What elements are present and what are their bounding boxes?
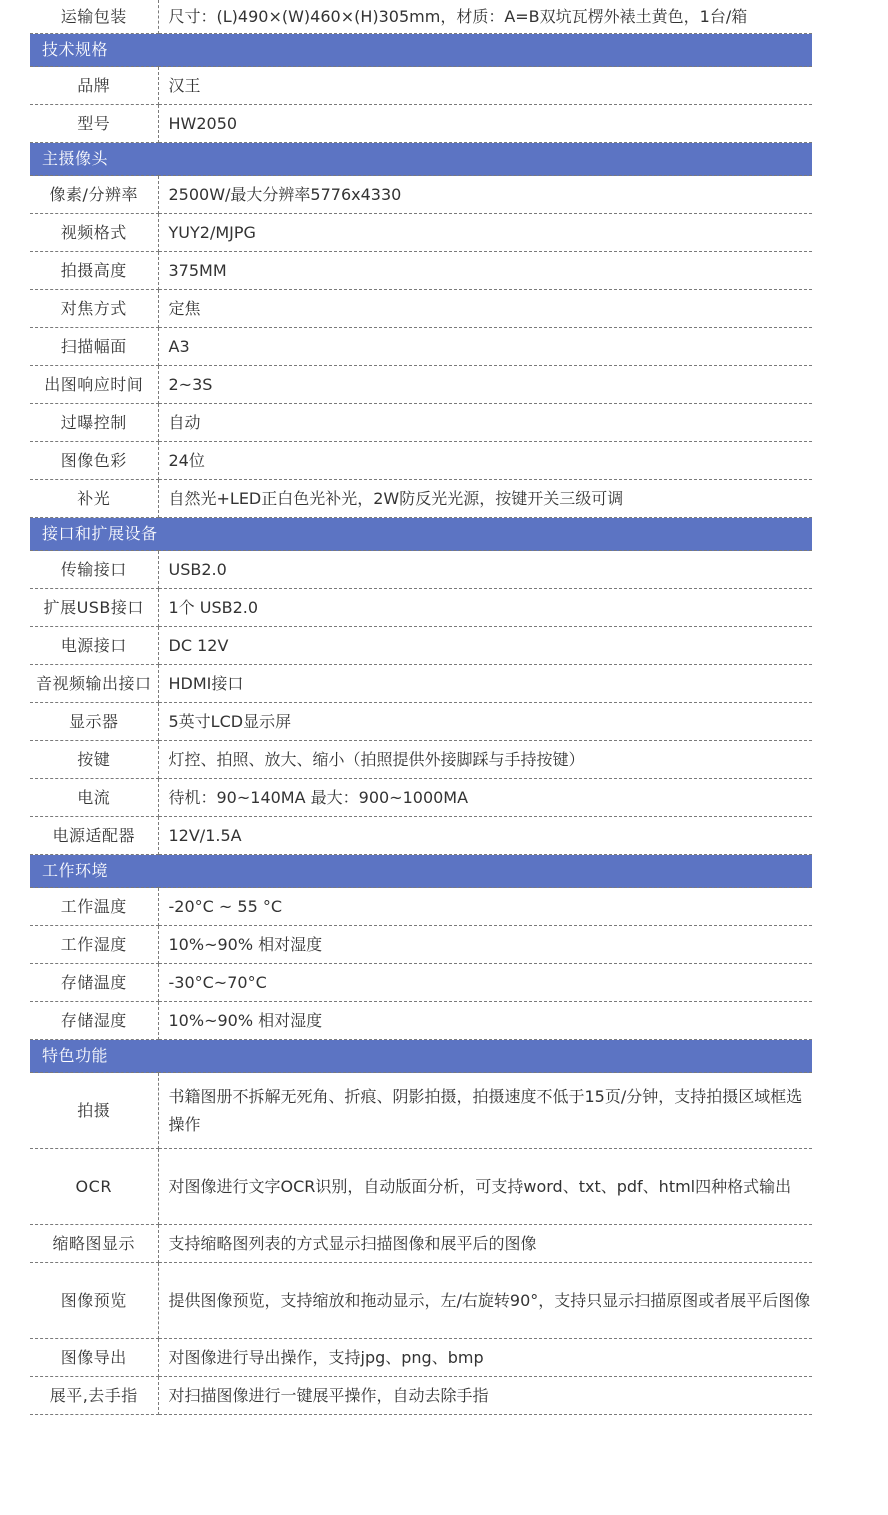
spec-row bbox=[30, 214, 812, 252]
spec-value: 自然光+LED正白色光补光，2W防反光光源，按键开关三级可调 bbox=[158, 480, 812, 518]
section-header bbox=[30, 855, 812, 888]
spec-label: 音视频输出接口 bbox=[30, 665, 158, 703]
spec-label: 电流 bbox=[30, 779, 158, 817]
spec-row bbox=[30, 589, 812, 627]
spec-label: 工作温度 bbox=[30, 888, 158, 926]
section-title: 接口和扩展设备 bbox=[30, 518, 812, 551]
spec-value: 对扫描图像进行一键展平操作，自动去除手指 bbox=[158, 1377, 812, 1415]
spec-label: 过曝控制 bbox=[30, 404, 158, 442]
spec-value: -20°C ~ 55 °C bbox=[158, 888, 812, 926]
spec-value: HW2050 bbox=[158, 105, 812, 143]
section-title: 工作环境 bbox=[30, 855, 812, 888]
spec-label: 视频格式 bbox=[30, 214, 158, 252]
spec-value: 尺寸：(L)490×(W)460×(H)305mm，材质：A=B双坑瓦楞外裱土黄色，1台/箱 bbox=[158, 0, 812, 34]
spec-label: 传输接口 bbox=[30, 551, 158, 589]
section-title: 主摄像头 bbox=[30, 143, 812, 176]
spec-value: 375MM bbox=[158, 252, 812, 290]
spec-label: 显示器 bbox=[30, 703, 158, 741]
spec-row bbox=[30, 366, 812, 404]
spec-row bbox=[30, 1225, 812, 1263]
spec-label: 补光 bbox=[30, 480, 158, 518]
spec-value: 12V/1.5A bbox=[158, 817, 812, 855]
spec-row bbox=[30, 926, 812, 964]
spec-row bbox=[30, 665, 812, 703]
spec-label: 扫描幅面 bbox=[30, 328, 158, 366]
spec-value: 定焦 bbox=[158, 290, 812, 328]
spec-row bbox=[30, 703, 812, 741]
spec-value: 提供图像预览，支持缩放和拖动显示，左/右旋转90°，支持只显示扫描原图或者展平后图像 bbox=[158, 1263, 812, 1339]
spec-row bbox=[30, 1073, 812, 1149]
spec-row bbox=[30, 1339, 812, 1377]
spec-value: 自动 bbox=[158, 404, 812, 442]
spec-row bbox=[30, 627, 812, 665]
spec-label: 按键 bbox=[30, 741, 158, 779]
spec-table bbox=[30, 0, 812, 1415]
spec-row bbox=[30, 328, 812, 366]
spec-value: -30°C~70°C bbox=[158, 964, 812, 1002]
spec-value: YUY2/MJPG bbox=[158, 214, 812, 252]
spec-row bbox=[30, 0, 812, 34]
spec-value: 对图像进行导出操作，支持jpg、png、bmp bbox=[158, 1339, 812, 1377]
spec-table-body bbox=[30, 0, 812, 1415]
spec-row bbox=[30, 1377, 812, 1415]
spec-row bbox=[30, 480, 812, 518]
spec-label: 存储温度 bbox=[30, 964, 158, 1002]
spec-label: 图像色彩 bbox=[30, 442, 158, 480]
spec-value: 2~3S bbox=[158, 366, 812, 404]
spec-label: 工作湿度 bbox=[30, 926, 158, 964]
spec-row bbox=[30, 290, 812, 328]
spec-label: 电源适配器 bbox=[30, 817, 158, 855]
section-title: 技术规格 bbox=[30, 34, 812, 67]
spec-label: 拍摄 bbox=[30, 1073, 158, 1149]
spec-value: 书籍图册不拆解无死角、折痕、阴影拍摄，拍摄速度不低于15页/分钟，支持拍摄区域框选操作 bbox=[158, 1073, 812, 1149]
spec-label: 电源接口 bbox=[30, 627, 158, 665]
spec-value: 24位 bbox=[158, 442, 812, 480]
spec-value: HDMI接口 bbox=[158, 665, 812, 703]
spec-value: 灯控、拍照、放大、缩小（拍照提供外接脚踩与手持按键） bbox=[158, 741, 812, 779]
spec-row bbox=[30, 1149, 812, 1225]
spec-label: 品牌 bbox=[30, 67, 158, 105]
spec-value: 2500W/最大分辨率5776x4330 bbox=[158, 176, 812, 214]
spec-row bbox=[30, 779, 812, 817]
section-header bbox=[30, 143, 812, 176]
spec-label: 拍摄高度 bbox=[30, 252, 158, 290]
spec-row bbox=[30, 442, 812, 480]
spec-row bbox=[30, 252, 812, 290]
section-header bbox=[30, 518, 812, 551]
spec-row bbox=[30, 741, 812, 779]
spec-label: OCR bbox=[30, 1149, 158, 1225]
spec-value: 待机：90~140MA 最大：900~1000MA bbox=[158, 779, 812, 817]
section-header bbox=[30, 34, 812, 67]
spec-label: 图像导出 bbox=[30, 1339, 158, 1377]
spec-value: A3 bbox=[158, 328, 812, 366]
spec-value: 1个 USB2.0 bbox=[158, 589, 812, 627]
spec-row bbox=[30, 67, 812, 105]
spec-row bbox=[30, 404, 812, 442]
spec-row bbox=[30, 105, 812, 143]
spec-row bbox=[30, 1002, 812, 1040]
spec-label: 存储湿度 bbox=[30, 1002, 158, 1040]
spec-row bbox=[30, 888, 812, 926]
spec-label: 展平,去手指 bbox=[30, 1377, 158, 1415]
spec-value: 对图像进行文字OCR识别，自动版面分析，可支持word、txt、pdf、html四种格式输出 bbox=[158, 1149, 812, 1225]
spec-value: DC 12V bbox=[158, 627, 812, 665]
spec-label: 对焦方式 bbox=[30, 290, 158, 328]
spec-row bbox=[30, 964, 812, 1002]
spec-label: 像素/分辨率 bbox=[30, 176, 158, 214]
spec-row bbox=[30, 1263, 812, 1339]
section-header bbox=[30, 1040, 812, 1073]
spec-value: USB2.0 bbox=[158, 551, 812, 589]
spec-label: 运输包装 bbox=[30, 0, 158, 34]
section-title: 特色功能 bbox=[30, 1040, 812, 1073]
spec-label: 扩展USB接口 bbox=[30, 589, 158, 627]
spec-row bbox=[30, 176, 812, 214]
spec-value: 5英寸LCD显示屏 bbox=[158, 703, 812, 741]
spec-label: 缩略图显示 bbox=[30, 1225, 158, 1263]
spec-value: 支持缩略图列表的方式显示扫描图像和展平后的图像 bbox=[158, 1225, 812, 1263]
spec-value: 10%~90% 相对湿度 bbox=[158, 926, 812, 964]
spec-row bbox=[30, 817, 812, 855]
spec-label: 出图响应时间 bbox=[30, 366, 158, 404]
spec-label: 型号 bbox=[30, 105, 158, 143]
spec-label: 图像预览 bbox=[30, 1263, 158, 1339]
spec-value: 10%~90% 相对湿度 bbox=[158, 1002, 812, 1040]
spec-row bbox=[30, 551, 812, 589]
spec-value: 汉王 bbox=[158, 67, 812, 105]
